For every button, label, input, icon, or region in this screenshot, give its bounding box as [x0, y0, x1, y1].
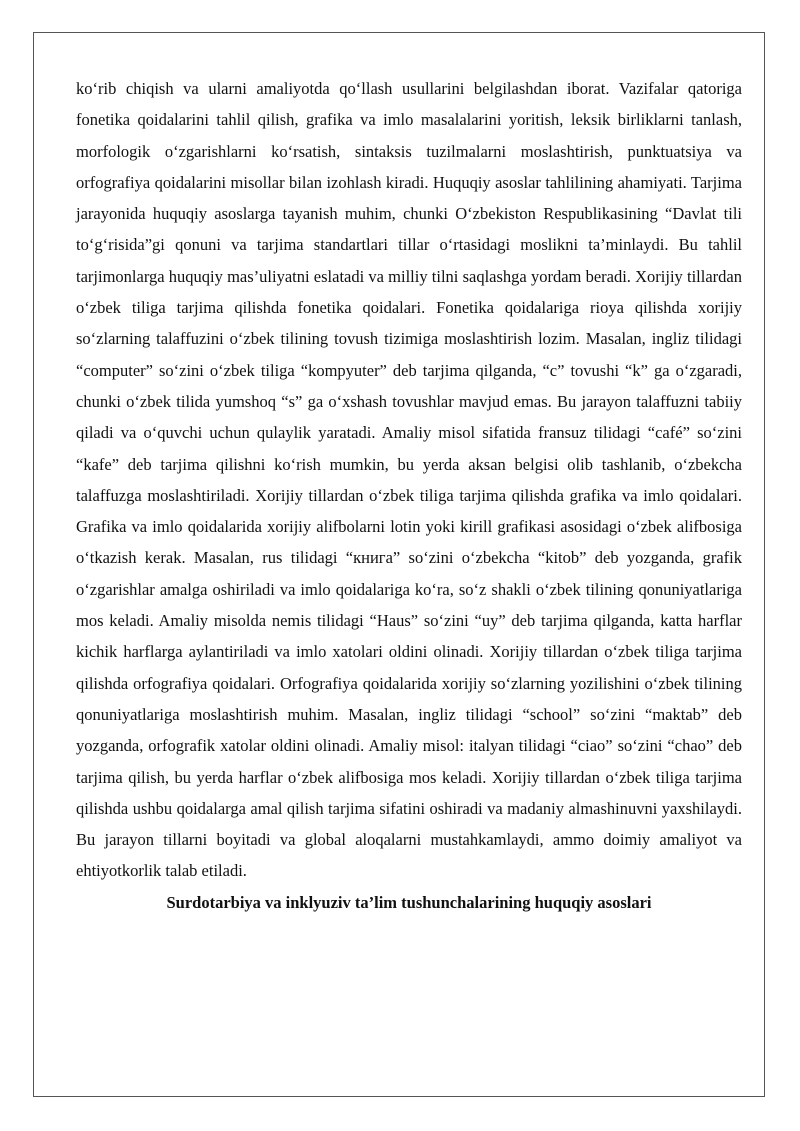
body-paragraph: ko‘rib chiqish va ularni amaliyotda qo‘llash usullarini belgilashdan iborat. Vazifalar qatoriga fonetika qoidalarini tahlil qilish, grafika va imlo masalalarini yoritish, leksik birliklarni tanlash, morfologik o‘zgarishlarni ko‘rsatish, sintaksis tuzilmalarni moslashtirish, punktuatsiya va orfografiya qoidalarini misollar bilan izohlash kiradi. Huquqiy asoslar tahlilining ahamiyati. Tarjima jarayonida huquqiy asoslarga tayanish muhim, chunki O‘zbekiston Respublikasining “Davlat tili to‘g‘risida”gi qonuni va tarjima standartlari tillar o‘rtasidagi moslikni ta’minlaydi. Bu tahlil tarjimonlarga huquqiy mas’uliyatni eslatadi va milliy tilni saqlashga yordam beradi. Xorijiy tillardan o‘zbek tiliga tarjima qilishda fonetika qoidalari. Fonetika qoidalariga rioya qilishda xorijiy so‘zlarning talaffuzini o‘zbek tilining tovush tizimiga moslashtirish lozim. Masalan, ingliz tilidagi “computer” so‘zini o‘zbek tiliga “kompyuter” deb tarjima qilganda, “c” tovushi “k” ga o‘zgaradi, chunki o‘zbek tilida yumshoq “s” ga o‘xshash tovushlar mavjud emas. Bu jarayon talaffuzni tabiiy qiladi va o‘quvchi uchun qulaylik yaratadi. Amaliy misol sifatida fransuz tilidagi “café” so‘zini “kafe” deb tarjima qilishni ko‘rish mumkin, bu yerda aksan belgisi olib tashlanib, o‘zbekcha talaffuzga moslashtiriladi. Xorijiy tillardan o‘zbek tiliga tarjima qilishda grafika va imlo qoidalari. Grafika va imlo qoidalarida xorijiy alifbolarni lotin yoki kirill grafikasi asosidagi o‘zbek alifbosiga o‘tkazish kerak. Masalan, rus tilidagi “книга” so‘zini o‘zbekcha “kitob” deb yozganda, grafik o‘zgarishlar amalga oshiriladi va imlo qoidalariga ko‘ra, so‘z shakli o‘zbek tilining qonuniyatlariga mos keladi. Amaliy misolda nemis tilidagi “Haus” so‘zini “uy” deb tarjima qilganda, katta harflar kichik harflarga aylantiriladi va imlo xatolari oldini olinadi. Xorijiy tillardan o‘zbek tiliga tarjima qilishda orfografiya qoidalari. Orfografiya qoidalarida xorijiy so‘zlarning yozilishini o‘zbek tilining qonuniyatlariga moslashtirish muhim. Masalan, ingliz tilidagi “school” so‘zini “maktab” deb yozganda, orfografik xatolar oldini olinadi. Amaliy misol: italyan tilidagi “ciao” so‘zini “chao” deb tarjima qilish, bu yerda harflar o‘zbek alifbosiga mos keladi. Xorijiy tillardan o‘zbek tiliga tarjima qilishda ushbu qoidalarga amal qilish tarjima sifatini oshiradi va madaniy almashinuvni yaxshilaydi. Bu jarayon tillarni boyitadi va global aloqalarni mustahkamlaydi, ammo doimiy amaliyot va ehtiyotkorlik talab etiladi. [76, 79, 742, 881]
document-content [76, 73, 742, 918]
section-heading: Surdotarbiya va inklyuziv ta’lim tushunchalarining huquqiy asoslari [166, 892, 652, 912]
